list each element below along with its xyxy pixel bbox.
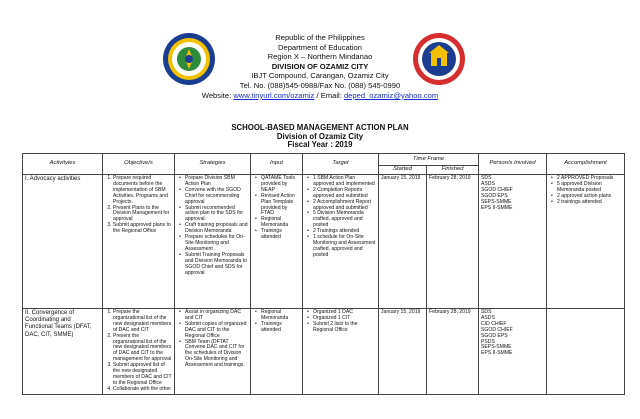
website-link[interactable]: www.tinyurl.com/ozamiz <box>233 90 315 100</box>
header-accomplishment: Accomplishment <box>547 154 625 175</box>
list-item: 2. Present the organizational list of the new designated members of DAC and CIT to the management for approval <box>113 334 172 364</box>
person-item: SDS <box>481 309 492 315</box>
letterhead-phone: Tel. No. (088)545-0988/Fax No. (088) 545-0990 <box>239 80 401 90</box>
list-item: • 2 approved action plans <box>557 194 622 200</box>
list-item: • Prepare schedules for On-Site Monitoring and Assessment <box>185 235 248 253</box>
list-item: • 2 Accomplishment Report approved and submitted <box>313 200 376 212</box>
target-cell <box>303 309 379 395</box>
list-item: • Regional Memoranda <box>261 217 300 229</box>
letterhead <box>180 33 460 100</box>
finished-cell: February 28, 2019 <box>427 309 479 395</box>
letterhead-contact <box>180 91 460 101</box>
persons-cell <box>479 309 547 395</box>
objectives-cell <box>103 309 175 395</box>
strategies-cell <box>175 309 251 395</box>
input-cell <box>251 175 303 309</box>
started-cell: January 15, 2019 <box>379 309 427 395</box>
list-item: • SBM Team (DFTAT Convene DAC and CIT for the schedules of Division On-Site Monitoring and Assessment and trainings. <box>185 340 248 370</box>
list-item: • Convene with the SGOD Chief for recommending approval <box>185 188 248 206</box>
list-item: • 2 trainings attended <box>557 200 622 206</box>
letterhead-republic: Republic of the Philippines <box>275 33 365 42</box>
strategies-cell <box>175 175 251 309</box>
list-item: 3. Submit approved list of the new designated members of DAC and CIT to the Regional Office <box>113 363 172 387</box>
person-item: ASDS <box>481 314 495 321</box>
objectives-cell <box>103 175 175 309</box>
list-item: • Submit recommended action plan to the SDS for approval. <box>185 206 248 224</box>
list-item: 2. Present Plans to the Division Management for approval <box>113 206 172 224</box>
list-item: • Organized 1 DAC <box>313 310 376 316</box>
plan-division: Division of Ozamiz City <box>276 131 364 141</box>
person-item: SGOD CHIEF <box>481 186 513 193</box>
table-row <box>23 309 625 395</box>
letterhead-division: DIVISION OF OZAMIZ CITY <box>271 61 369 71</box>
header-started: Started <box>379 166 427 175</box>
activity-cell: I. Advocacy activities <box>23 175 103 309</box>
accomplishment-cell <box>547 175 625 309</box>
person-item: PSDS <box>481 338 495 345</box>
list-item: • Trainings attended <box>261 229 300 241</box>
person-item: CID CHIEF <box>481 320 507 327</box>
list-item: • Regional Memoranda <box>261 310 300 322</box>
list-item: • 5 approved Division Memoranda posted <box>557 182 622 194</box>
list-item: • Trainings attended <box>261 322 300 334</box>
email-link[interactable]: deped_ozamiz@yahoo.com <box>343 90 439 100</box>
email-label: / Email: <box>316 90 342 100</box>
list-item: • 1 schedule for On-Site Monitoring and Assessment crafted, approved and posted <box>313 235 376 259</box>
list-item: • Submit 2 lists to the Regional Office <box>313 322 376 334</box>
list-item: • Revised Action Plan Template provided by FTAD <box>261 194 300 218</box>
action-plan-table <box>22 153 625 395</box>
finished-cell: February 28, 2019 <box>427 175 479 309</box>
header-objectives: Objective/s <box>103 154 175 175</box>
activity-cell: II. Convergence of Coordinating and Functional Teams (DFAT, DAC, CIT, SMME) <box>23 309 103 395</box>
person-item: SGOD EPS <box>481 192 508 199</box>
list-item: • 2 Completion Reports approved and submitted <box>313 188 376 200</box>
list-item: 4. Collaborate with the other <box>113 387 172 393</box>
person-item: SDS <box>481 175 492 181</box>
person-item: EPS II-SMME <box>481 350 513 357</box>
website-label: Website: <box>201 90 232 100</box>
plan-fiscal-year: Fiscal Year : 2019 <box>287 140 353 150</box>
plan-title: SCHOOL-BASED MANAGEMENT ACTION PLAN <box>231 123 409 132</box>
list-item: 1. Prepare required documents before the implementation of SBM Activities, Programs and Projects. <box>113 176 172 206</box>
list-item: • Submit Training Proposals and Division Memoranda to SGOD Chief and SDS for approval <box>185 253 248 277</box>
person-item: SEPS-SMME <box>481 198 512 205</box>
header-finished: Finished <box>427 166 479 175</box>
person-item: ASDS <box>481 180 495 187</box>
list-item: • 1 SBM Action Plan approved and implemented <box>313 176 376 188</box>
persons-cell <box>479 175 547 309</box>
list-item: • Submit copies of organized DAC and CIT to the Regional Office <box>185 322 248 340</box>
table-row <box>23 175 625 309</box>
person-item: EPS II-SMME <box>481 204 513 211</box>
list-item: 3. Submit approved plans to the Regional Office <box>113 223 172 235</box>
list-item: • 2 Trainings attended <box>313 229 376 235</box>
target-cell <box>303 175 379 309</box>
header-strategies: Strategies <box>175 154 251 175</box>
list-item: • Assist in organizing DAC and CIT <box>185 310 248 322</box>
header-activities: Activityies <box>23 154 103 175</box>
list-item: • 5 Division Memoranda crafted, approved and posted <box>313 211 376 229</box>
letterhead-address: IBJT Compound, Carangan, Ozamiz City <box>251 71 389 81</box>
started-cell: January 15, 2019 <box>379 175 427 309</box>
input-cell <box>251 309 303 395</box>
accomplishment-cell <box>547 309 625 395</box>
list-item: 1. Prepare the organizational list of the new designated members of DAC and CIT <box>113 310 172 334</box>
list-item: • 2 APPROVED Proposals <box>557 176 622 182</box>
plan-title-block <box>0 124 640 150</box>
list-item: • Prepare Division SBM Action Plan <box>185 176 248 188</box>
person-item: SGOD EPS <box>481 332 508 339</box>
person-item: SEPS-SMME <box>481 344 512 351</box>
letterhead-department: Department of Education <box>277 42 362 52</box>
list-item: • Craft training proposals and Division Memoranda <box>185 223 248 235</box>
header-input: Input <box>251 154 303 175</box>
letterhead-region: Region X – Northern Mindanao <box>267 52 373 62</box>
person-item: SGOD CHIEF <box>481 326 513 333</box>
list-item: • Organized 1 CIT <box>313 316 376 322</box>
header-persons: Person/s Involved <box>479 154 547 175</box>
header-time-frame: Time Frame <box>379 154 479 166</box>
list-item: • QATAME Tools provided by NEAP <box>261 176 300 194</box>
header-target: Target <box>303 154 379 175</box>
